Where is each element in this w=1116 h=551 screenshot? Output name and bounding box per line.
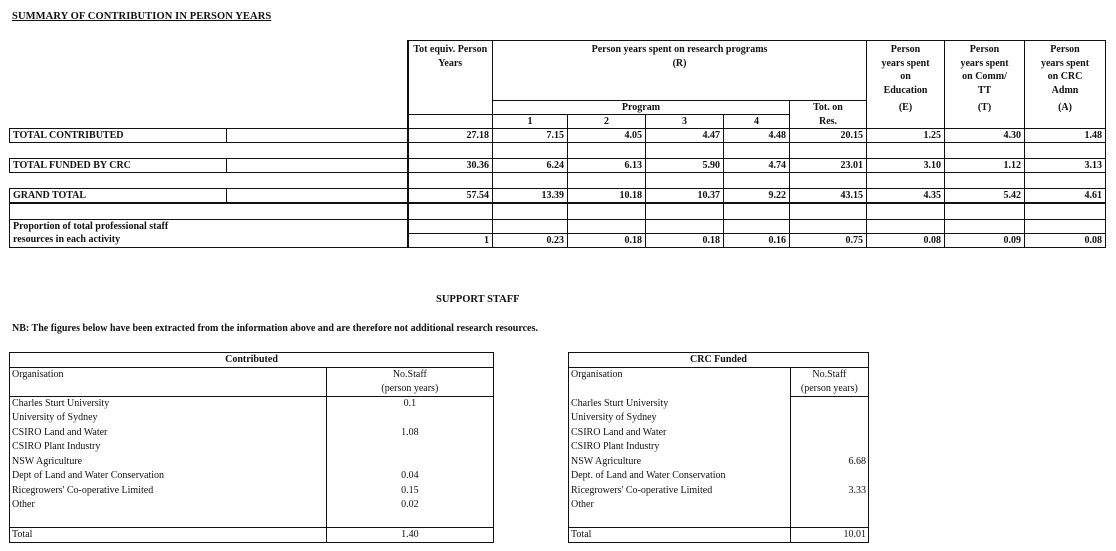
header-tot-on-res-2: Res. [790, 115, 867, 129]
staff-value [790, 411, 868, 426]
list-item [569, 469, 869, 484]
org-name: Charles Sturt University [571, 397, 669, 409]
header-total-equiv: Tot equiv. Person Years [408, 41, 493, 115]
cell-p1: 0.23 [493, 233, 568, 247]
cell-adm: 3.13 [1025, 159, 1106, 173]
cell-comm: 4.30 [945, 129, 1025, 143]
list-item [10, 498, 494, 513]
funded-total-value: 10.01 [790, 527, 868, 542]
org-name: Other [571, 499, 594, 511]
header-crc-admn: Person years spent on CRC Admn (A) [1025, 41, 1106, 129]
cell-res: 23.01 [790, 159, 867, 173]
list-item [569, 426, 869, 441]
cell-p3: 10.37 [646, 189, 724, 204]
cell-comm: 0.09 [945, 233, 1025, 247]
contributed-total-value: 1.40 [326, 527, 493, 542]
cell-edu: 1.25 [867, 129, 945, 143]
org-name: CSIRO Land and Water [571, 426, 667, 438]
funded-total-label: Total [569, 527, 791, 542]
list-item [10, 440, 494, 455]
list-item [10, 455, 494, 470]
contributed-table [9, 352, 494, 543]
cell-total: 1 [408, 233, 493, 247]
org-name: Ricegrowers' Co-operative Limited [12, 484, 154, 496]
row-label: TOTAL CONTRIBUTED [10, 129, 227, 143]
list-item [10, 469, 494, 484]
cell-adm: 4.61 [1025, 189, 1106, 204]
cell-p2: 0.18 [568, 233, 646, 247]
cell-comm: 5.42 [945, 189, 1025, 204]
cell-edu: 0.08 [867, 233, 945, 247]
cell-res: 20.15 [790, 129, 867, 143]
row-label: Proportion of total professional staff [10, 219, 408, 233]
header-education: Person years spent on Education (E) [867, 41, 945, 129]
list-item [569, 498, 869, 513]
org-name: CSIRO Plant Industry [12, 441, 101, 453]
staff-value: 0.02 [326, 498, 493, 513]
cell-adm: 0.08 [1025, 233, 1106, 247]
org-name: Charles Sturt University [12, 398, 110, 409]
staff-value: 0.1 [326, 397, 493, 412]
table-row [10, 233, 1106, 247]
header-tot-on-res-1: Tot. on [790, 101, 867, 115]
table-row [10, 159, 1106, 173]
org-name: Other [12, 499, 35, 511]
list-item [10, 484, 494, 499]
cell-p2: 10.18 [568, 189, 646, 204]
crc-funded-table [568, 352, 869, 543]
cell-total: 27.18 [408, 129, 493, 143]
funded-title: CRC Funded [569, 353, 869, 368]
header-program: Program [493, 101, 790, 115]
col-organisation: Organisation [571, 369, 623, 380]
row-label: GRAND TOTAL [10, 189, 227, 204]
cell-p4: 0.16 [724, 233, 790, 247]
org-name: CSIRO Land and Water [12, 426, 108, 438]
header-program-2: 2 [568, 115, 646, 129]
header-program-4: 4 [724, 115, 790, 129]
staff-value [326, 455, 493, 470]
cell-p1: 6.24 [493, 159, 568, 173]
cell-p1: 13.39 [493, 189, 568, 204]
org-name: Dept of Land and Water Conservation [12, 470, 165, 482]
list-item [10, 426, 494, 441]
col-staff-2: (person years) [790, 382, 868, 397]
contributed-total-label: Total [10, 527, 327, 542]
col-staff-1: No.Staff [326, 368, 493, 383]
support-staff-heading: SUPPORT STAFF [436, 294, 520, 305]
summary-table [9, 40, 1106, 248]
cell-p3: 4.47 [646, 129, 724, 143]
list-item [569, 411, 869, 426]
cell-total: 30.36 [408, 159, 493, 173]
cell-res: 43.15 [790, 189, 867, 204]
header-program-1: 1 [493, 115, 568, 129]
table-row [10, 219, 1106, 233]
staff-value [790, 469, 868, 484]
org-name: NSW Agriculture [12, 455, 83, 467]
staff-value [790, 397, 868, 412]
staff-value [790, 498, 868, 513]
staff-value [326, 440, 493, 455]
cell-edu: 4.35 [867, 189, 945, 204]
cell-p3: 0.18 [646, 233, 724, 247]
page-title: SUMMARY OF CONTRIBUTION IN PERSON YEARS [12, 11, 272, 22]
header-program-3: 3 [646, 115, 724, 129]
col-staff-1: No.Staff [790, 368, 868, 383]
cell-p4: 4.74 [724, 159, 790, 173]
staff-value: 6.68 [790, 455, 868, 470]
list-item [569, 484, 869, 499]
row-label-cont: resources in each activity [10, 233, 408, 247]
org-name: Dept. of Land and Water Conservation [571, 470, 726, 482]
cell-res: 0.75 [790, 233, 867, 247]
list-item [569, 455, 869, 470]
list-item [569, 440, 869, 455]
nb-note: NB: The figures below have been extracted from the information above and are therefore not additional research resources. [12, 323, 538, 334]
org-name: University of Sydney [12, 412, 98, 424]
col-staff-2: (person years) [326, 382, 493, 397]
org-name: University of Sydney [571, 412, 657, 424]
org-name: NSW Agriculture [571, 455, 642, 467]
org-name: Ricegrowers' Co-operative Limited [571, 484, 713, 496]
list-item [569, 397, 869, 412]
col-organisation: Organisation [12, 369, 64, 380]
cell-p3: 5.90 [646, 159, 724, 173]
contributed-title: Contributed [10, 353, 494, 368]
staff-value: 3.33 [790, 484, 868, 499]
cell-p4: 9.22 [724, 189, 790, 204]
table-row [10, 129, 1106, 143]
staff-value: 0.04 [326, 469, 493, 484]
staff-value [790, 440, 868, 455]
cell-adm: 1.48 [1025, 129, 1106, 143]
cell-total: 57.54 [408, 189, 493, 204]
header-comm-tt: Person years spent on Comm/ TT (T) [945, 41, 1025, 129]
list-item [10, 397, 494, 412]
staff-value [326, 411, 493, 426]
row-label: TOTAL FUNDED BY CRC [10, 159, 227, 173]
staff-value [790, 426, 868, 441]
cell-p4: 4.48 [724, 129, 790, 143]
staff-value: 1.08 [326, 426, 493, 441]
table-row [10, 189, 1106, 204]
cell-p1: 7.15 [493, 129, 568, 143]
cell-p2: 6.13 [568, 159, 646, 173]
list-item [10, 411, 494, 426]
cell-p2: 4.05 [568, 129, 646, 143]
staff-value: 0.15 [326, 484, 493, 499]
cell-comm: 1.12 [945, 159, 1025, 173]
header-research-programs: Person years spent on research programs (R) [493, 41, 867, 101]
org-name: CSIRO Plant Industry [571, 441, 660, 453]
cell-edu: 3.10 [867, 159, 945, 173]
